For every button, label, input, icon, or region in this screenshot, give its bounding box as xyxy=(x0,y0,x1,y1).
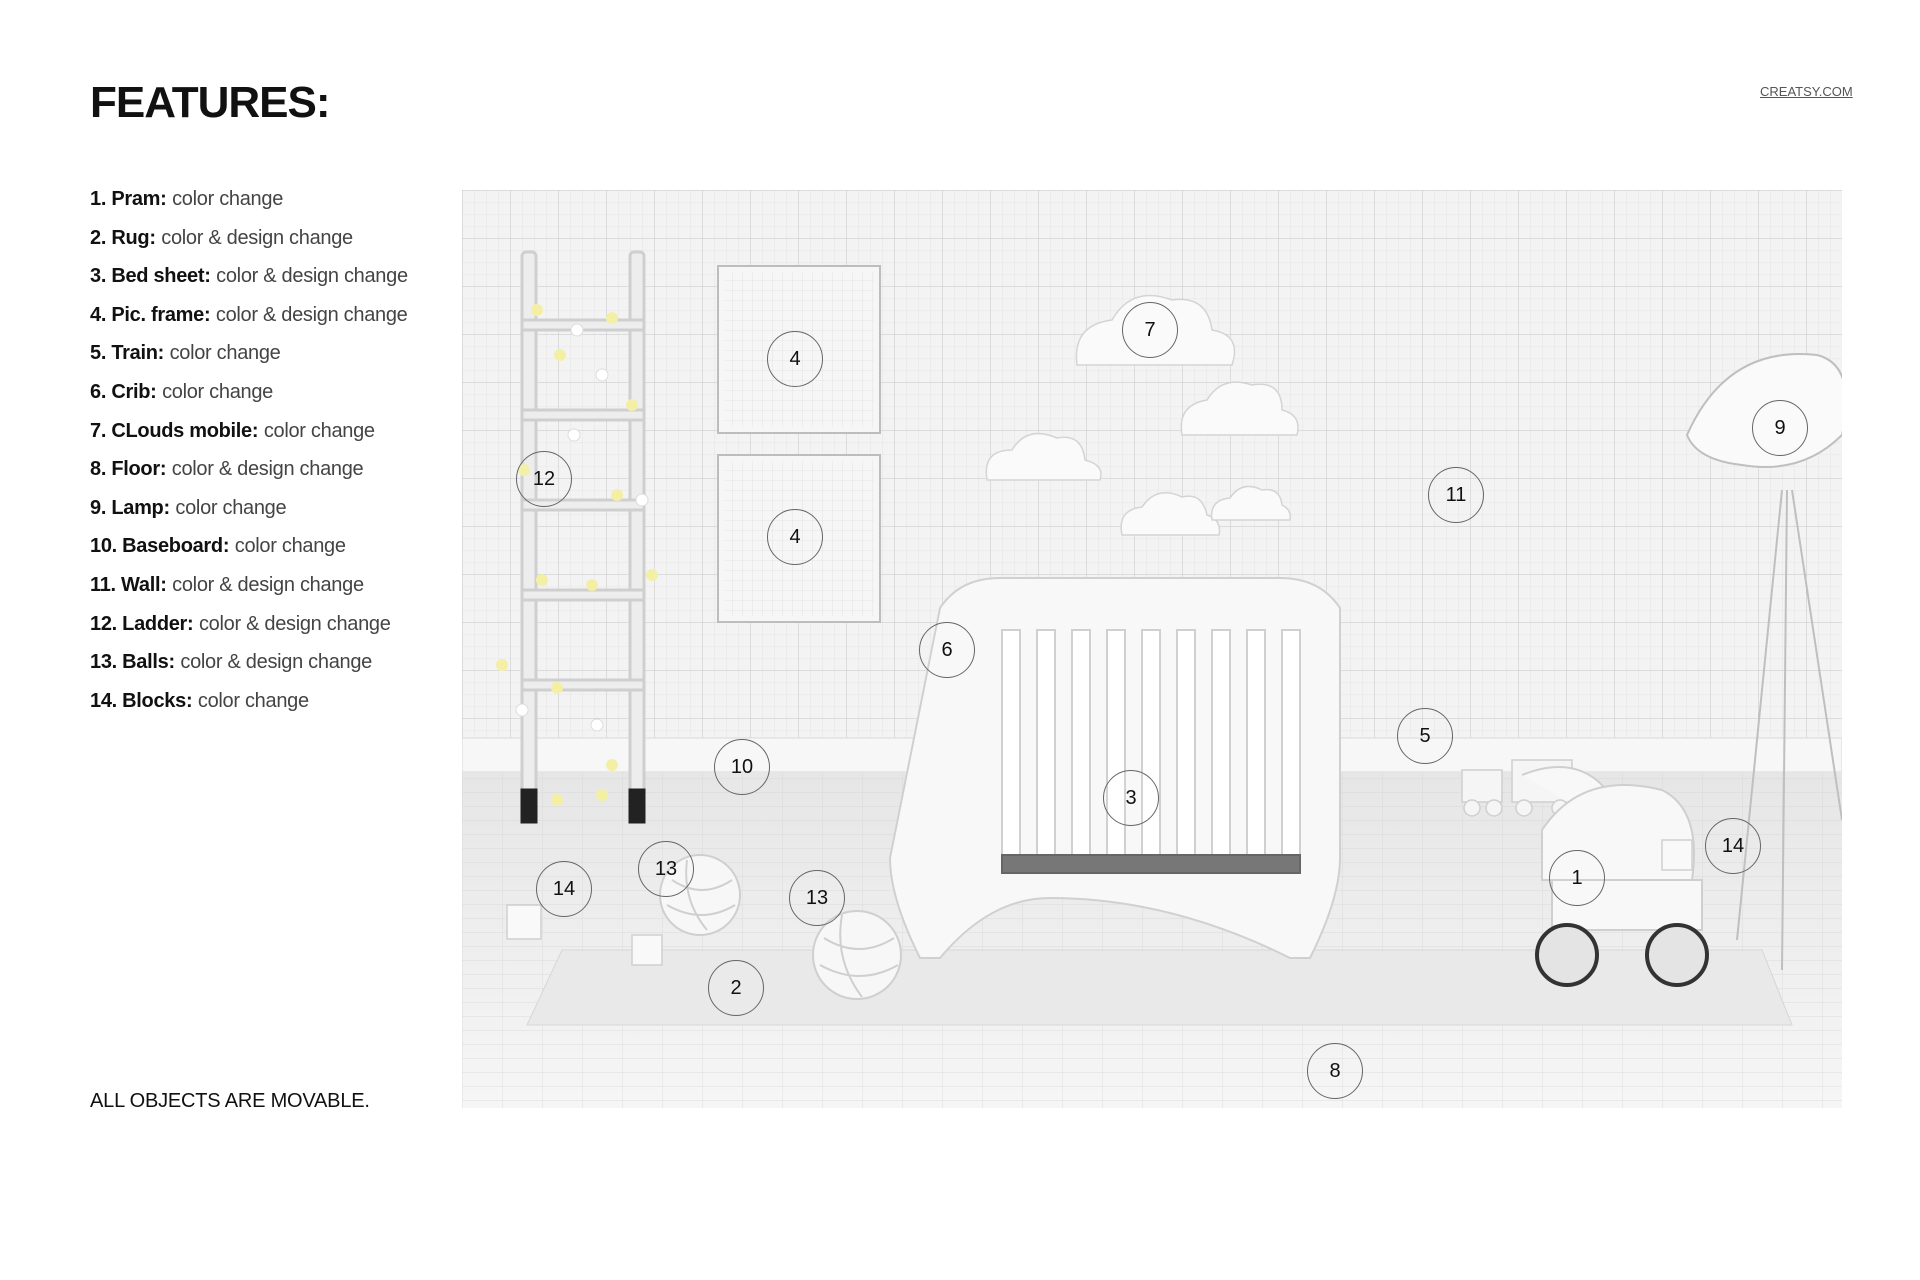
marker-ladder: 12 xyxy=(516,451,572,507)
bed-sheet xyxy=(1002,855,1300,873)
feature-item xyxy=(90,570,408,609)
feature-name: 14. Blocks: xyxy=(90,689,193,712)
feature-name: 9. Lamp: xyxy=(90,496,170,519)
feature-name: 12. Ladder: xyxy=(90,612,194,635)
marker-blocks-left: 14 xyxy=(536,861,592,917)
feature-name: 4. Pic. frame: xyxy=(90,303,211,326)
feature-item xyxy=(90,223,408,262)
feature-name: 8. Floor: xyxy=(90,458,167,481)
marker-wall: 11 xyxy=(1428,467,1484,523)
feature-desc: color change xyxy=(263,419,375,442)
marker-clouds-mobile: 7 xyxy=(1122,302,1178,358)
page-title: FEATURES: xyxy=(90,78,330,127)
feature-desc: color change xyxy=(162,380,273,403)
feature-name: 13. Balls: xyxy=(90,651,175,674)
feature-item xyxy=(90,338,408,377)
feature-name: 3. Bed sheet: xyxy=(90,265,211,288)
marker-ball-right: 13 xyxy=(789,870,845,926)
feature-item xyxy=(90,454,408,493)
marker-rug: 2 xyxy=(708,960,764,1016)
marker-floor: 8 xyxy=(1307,1043,1363,1099)
marker-blocks-right: 14 xyxy=(1705,818,1761,874)
feature-item xyxy=(90,647,408,686)
feature-item xyxy=(90,493,408,532)
feature-desc: color change xyxy=(197,689,309,712)
feature-desc: color change xyxy=(234,535,346,558)
marker-lamp: 9 xyxy=(1752,400,1808,456)
marker-crib: 6 xyxy=(919,622,975,678)
feature-item xyxy=(90,377,408,416)
feature-name: 5. Train: xyxy=(90,342,164,365)
feature-name: 11. Wall: xyxy=(90,573,167,596)
feature-item xyxy=(90,184,408,223)
marker-picture-frame-top: 4 xyxy=(767,331,823,387)
feature-name: 2. Rug: xyxy=(90,226,156,249)
feature-desc: color & design change xyxy=(172,573,364,596)
marker-ball-left: 13 xyxy=(638,841,694,897)
feature-name: 1. Pram: xyxy=(90,188,167,210)
feature-item xyxy=(90,416,408,455)
feature-desc: color & design change xyxy=(161,226,353,249)
feature-name: 6. Crib: xyxy=(90,380,157,403)
marker-baseboard: 10 xyxy=(714,739,770,795)
feature-desc: color & design change xyxy=(216,265,408,288)
feature-desc: color change xyxy=(172,188,284,210)
marker-bed-sheet: 3 xyxy=(1103,770,1159,826)
marker-picture-frame-bottom: 4 xyxy=(767,509,823,565)
brand-link[interactable]: CREATSY.COM xyxy=(1760,84,1853,99)
feature-item xyxy=(90,609,408,648)
marker-train: 5 xyxy=(1397,708,1453,764)
marker-pram: 1 xyxy=(1549,850,1605,906)
movable-note: ALL OBJECTS ARE MOVABLE. xyxy=(90,1090,370,1112)
feature-item xyxy=(90,686,408,725)
feature-desc: color & design change xyxy=(198,612,391,635)
feature-desc: color & design change xyxy=(215,303,408,326)
feature-item xyxy=(90,300,408,339)
feature-list xyxy=(90,184,408,724)
feature-name: 7. CLouds mobile: xyxy=(90,419,259,442)
feature-desc: color & design change xyxy=(171,458,364,481)
feature-desc: color & design change xyxy=(180,651,373,674)
feature-desc: color change xyxy=(175,496,287,519)
nursery-scene xyxy=(462,190,1842,1108)
feature-name: 10. Baseboard: xyxy=(90,535,230,558)
feature-desc: color change xyxy=(169,342,281,365)
feature-item xyxy=(90,531,408,570)
feature-item xyxy=(90,261,408,300)
